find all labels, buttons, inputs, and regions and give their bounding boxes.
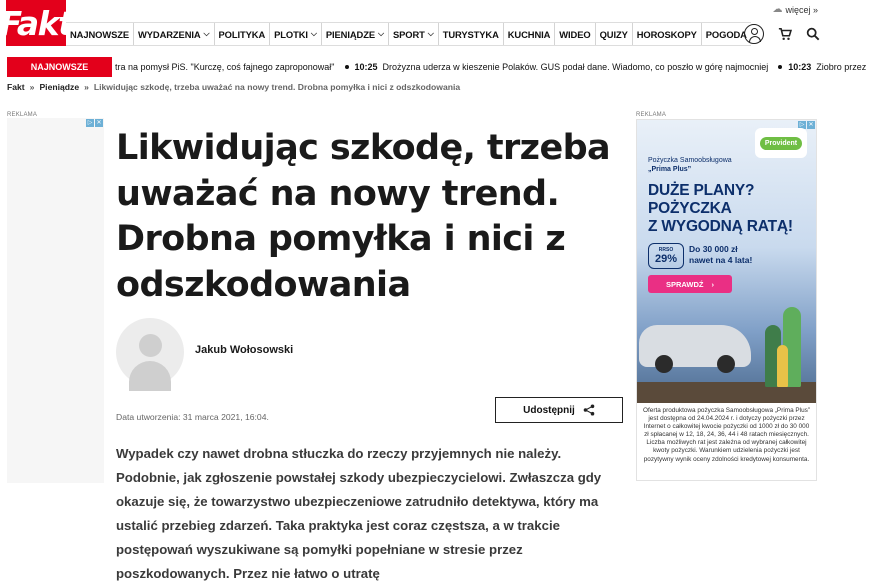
ticker-time: 10:25	[354, 62, 378, 72]
fakt-logo[interactable]	[0, 0, 73, 46]
share-label: Udostępnij	[523, 404, 575, 416]
nav-label: PLOTKI	[274, 28, 308, 40]
ad-banner[interactable]	[637, 120, 816, 403]
ad-headline-line: POŻYCZKA	[648, 200, 732, 217]
ad-headline	[648, 182, 813, 236]
ad-left[interactable]	[7, 118, 104, 483]
nav-item-turystyka[interactable]	[438, 23, 503, 45]
logo-text: Fakt	[0, 3, 73, 43]
header-icons	[744, 22, 820, 46]
nav-item-wydarzenia[interactable]	[133, 23, 214, 45]
avatar[interactable]	[116, 318, 184, 386]
nav-label: WIDEO	[559, 28, 591, 40]
ticker-text: Drożyzna uderza w kieszenie Polaków. GUS podał dane. Wiadomo, co poszło w górę najmocniej	[382, 62, 769, 72]
article-lead: Wypadek czy nawet drobna stłuczka do rzeczy przyjemnych nie należy. Podobnie, jak zgłoszenie powstałej szkody ubezpieczycielowi. Zwłaszcza gdy okazuje się, że towarzystwo ubezpieczeniowe zatrudniło detektywa, który ma ustalić przebieg zdarzeń. Taka praktyka jest coraz częstsza, a w trakcie postępowań wyszukiwane są pomyłki popełniane w stresie przez poszkodowanych. Przez nie łatwo o utratę	[116, 446, 602, 581]
nav-label: TURYSTYKA	[442, 28, 499, 40]
rrso-label: RRSO	[658, 247, 674, 253]
cta-label: SPRAWDŹ	[666, 279, 704, 289]
ad-label-left: REKLAMA	[7, 112, 38, 118]
more-label: więcej »	[785, 4, 818, 15]
nav-item-wideo[interactable]	[554, 23, 594, 45]
ticker-text: tra na pomysł PiS. "Kurczę, coś fajnego zaproponował"	[115, 62, 335, 72]
bullet-icon	[778, 65, 782, 69]
ticker-items	[115, 62, 876, 72]
bullet-icon	[345, 65, 349, 69]
chevron-down-icon: ⌵	[377, 29, 384, 38]
ticker-time: 10:23	[788, 62, 812, 72]
ad-footnote: Oferta produktowa pożyczka Samoobsługowa „Prima Plus” jest dostępna od 24.04.2024 r. i dotyczy pożyczki przez Internet o całkowitej kwocie pożyczki od 1000 zł do 30 000 zł spłacanej w 12, 18, 24, 36, 44 i 48 ratach miesięcznych. Liczba możliwych rat jest zależna od wybranej całkowitej kwoty pożyczki. Warunkiem udzielenia pożyczki jest pozytywny wynik oceny zdolności kredytowej konsumenta.	[643, 407, 810, 463]
nav-item-polityka[interactable]	[214, 23, 270, 45]
ad-headline-line: Z WYGODNĄ RATĄ!	[648, 218, 793, 235]
breadcrumb-section[interactable]: Pieniądze	[39, 82, 80, 92]
ad-cta-button[interactable]	[648, 275, 732, 293]
rrso-value: 29%	[654, 253, 678, 265]
user-icon[interactable]	[744, 24, 764, 44]
search-icon[interactable]	[806, 27, 820, 41]
breadcrumb-current: Likwidując szkodę, trzeba uważać na nowy trend. Drobna pomyłka i nici z odszkodowania	[93, 82, 461, 92]
nav-label: POGODA	[705, 28, 747, 40]
ticker-item[interactable]	[345, 62, 769, 72]
ad-term: nawet na 4 lata!	[689, 255, 753, 265]
nav-label: WYDARZENIA	[138, 28, 201, 40]
provident-logo	[755, 128, 807, 158]
chevron-down-icon: ⌵	[310, 29, 317, 38]
chevron-right-icon: ›	[711, 279, 714, 289]
ad-right[interactable]	[636, 119, 817, 481]
breadcrumb-separator: »	[84, 82, 89, 92]
nav-item-plotki[interactable]	[269, 23, 321, 45]
share-icon	[583, 404, 595, 416]
main-nav	[66, 22, 751, 46]
chevron-down-icon: ⌵	[427, 29, 434, 38]
nav-item-kuchnia[interactable]	[503, 23, 555, 45]
ad-product: Pożyczka Samoobsługowa	[648, 157, 732, 164]
publish-date: Data utworzenia: 31 marca 2021, 16:04.	[116, 412, 269, 422]
ad-label-right: REKLAMA	[636, 112, 667, 118]
adchoices-icon[interactable]: ▷ ✕	[799, 122, 814, 128]
ticker-label[interactable]: NAJNOWSZE	[7, 57, 112, 77]
nav-item-pieniadze[interactable]	[321, 23, 388, 45]
ticker-text: Ziobro przez	[816, 62, 867, 72]
chevron-down-icon: ⌵	[203, 29, 210, 38]
ad-product-name: „Prima Plus”	[648, 166, 692, 173]
news-ticker	[7, 57, 867, 77]
adchoices-icon[interactable]: ▷ ✕	[87, 120, 102, 126]
cart-icon[interactable]	[778, 27, 792, 41]
rrso-badge	[648, 243, 684, 269]
family-image	[765, 302, 810, 387]
nav-item-horoskopy[interactable]	[632, 23, 701, 45]
share-button[interactable]	[495, 397, 623, 423]
ad-headline-line: DUŻE PLANY?	[648, 182, 755, 199]
ticker-item[interactable]	[115, 62, 335, 72]
breadcrumb	[7, 82, 460, 92]
ticker-item[interactable]	[778, 62, 866, 72]
nav-label: POLITYKA	[218, 28, 266, 40]
more-link[interactable]	[772, 4, 818, 15]
nav-label: NAJNOWSZE	[70, 28, 129, 40]
breadcrumb-home[interactable]: Fakt	[7, 82, 25, 92]
author-name[interactable]: Jakub Wołosowski	[195, 344, 294, 356]
nav-label: HOROSKOPY	[636, 28, 697, 40]
nav-item-najnowsze[interactable]	[66, 23, 133, 45]
weather-icon: ☁	[772, 4, 783, 15]
nav-label: PIENIĄDZE	[325, 28, 375, 40]
brand-text: Provident	[760, 137, 802, 150]
car-image	[639, 325, 751, 367]
nav-label: KUCHNIA	[507, 28, 551, 40]
nav-label: QUIZY	[599, 28, 628, 40]
article-title: Likwidując szkodę, trzeba uważać na nowy trend. Drobna pomyłka i nici z odszkodowania	[116, 128, 611, 305]
nav-label: SPORT	[392, 28, 425, 40]
nav-item-sport[interactable]	[388, 23, 438, 45]
ad-amount: Do 30 000 zł	[689, 244, 738, 254]
breadcrumb-separator: »	[29, 82, 35, 92]
nav-item-quizy[interactable]	[595, 23, 632, 45]
